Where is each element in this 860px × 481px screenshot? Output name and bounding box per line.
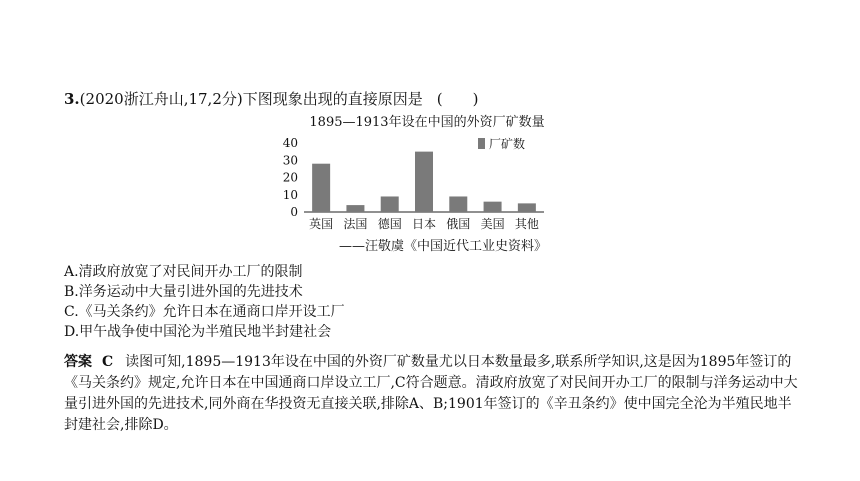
x-tick-label: 其他 [514,217,539,231]
answer-choice: C [102,354,114,370]
bar-chart [282,110,552,255]
legend-label: 厂矿数 [489,137,526,151]
y-tick-label: 30 [282,153,298,168]
legend-swatch [478,138,485,149]
bar [415,152,433,212]
chart-title: 1895—1913年设在中国的外资厂矿数量 [309,115,545,130]
question-number: 3. [64,90,80,108]
y-tick-label: 0 [290,205,298,219]
option-b[interactable]: B.洋务运动中大量引进外国的先进技术 [64,284,303,300]
y-tick-label: 20 [282,170,298,185]
option-d[interactable]: D.甲午战争使中国沦为半殖民地半封建社会 [64,324,332,340]
y-tick-label: 40 [282,136,298,150]
answer-blank: ( ) [436,90,479,108]
option-a[interactable]: A.清政府放宽了对民间开办工厂的限制 [64,264,303,280]
answer-label: 答案 [64,354,92,370]
bar [518,203,536,212]
x-tick-label: 德国 [377,217,402,231]
x-tick-label: 法国 [343,217,368,231]
bar [346,205,364,212]
answer-explanation [64,352,799,436]
x-axis-labels [309,216,539,231]
option-c[interactable]: C.《马关条约》允许日本在通商口岸开设工厂 [64,304,345,320]
bar [449,196,467,212]
x-tick-label: 俄国 [446,217,471,231]
question-stem [64,88,478,109]
x-tick-label: 日本 [411,217,437,231]
question-text: (2020浙江舟山,17,2分)下图现象出现的直接原因是 [79,90,423,108]
bars [312,152,536,212]
options-list [64,262,345,342]
bar [381,196,399,212]
chart-source: ——汪敬虞《中国近代工业史资料》 [338,239,547,254]
x-tick-label: 英国 [309,217,334,231]
chart-legend [478,136,525,151]
bar [312,164,330,212]
x-tick-label: 美国 [480,217,505,231]
bar [484,202,502,212]
y-tick-label: 10 [282,187,298,202]
answer-text: 读图可知,1895—1913年设在中国的外资厂矿数量尤以日本数量最多,联系所学知识,这是因为1895年签订的《马关条约》规定,允许日本在中国通商口岸设立工厂,C符合题意。清政府放宽了对民间开办工厂的限制与洋务运动中大量引进外国的先进技术,同外商在华投资无直接关联,排除A、B;1901年签订的《辛丑条约》使中国完全沦为半殖民地半封建社会,排除D。 [64,354,798,433]
